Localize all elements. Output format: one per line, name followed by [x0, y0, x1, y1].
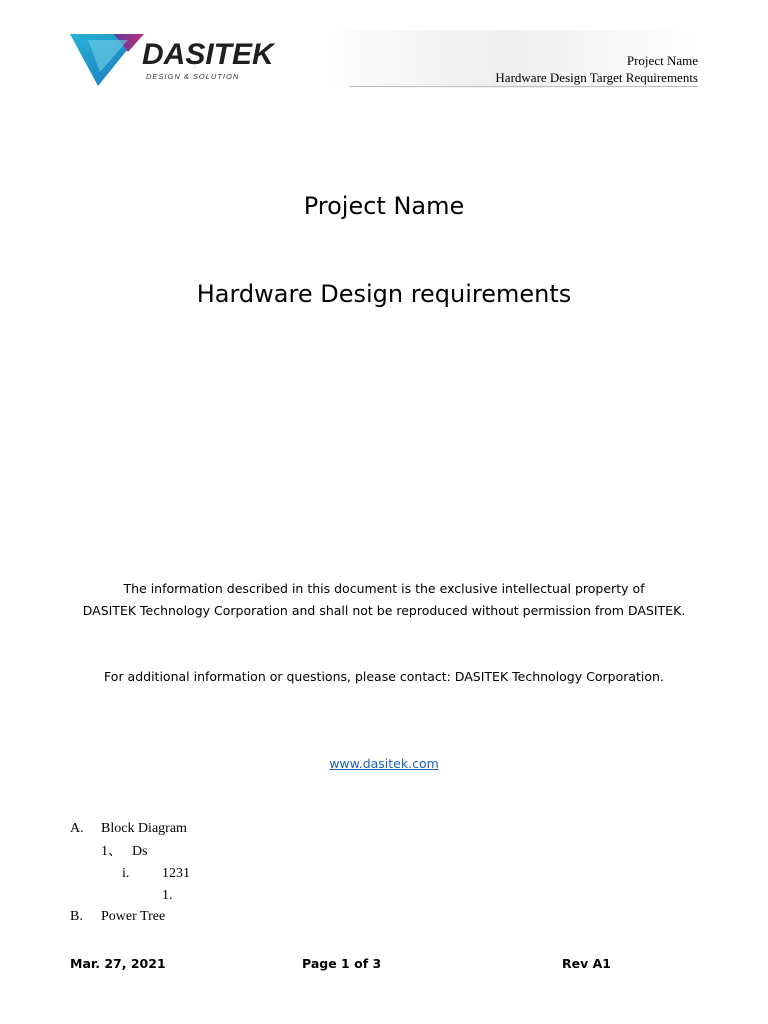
- outline-a1i1-marker: 1.: [162, 888, 173, 903]
- outline-a-label: Block Diagram: [101, 821, 187, 836]
- outline-b-marker: B.: [70, 909, 83, 924]
- dasitek-logo-icon: [68, 32, 148, 88]
- cover-title: Project Name: [303, 192, 465, 220]
- outline-a1-marker: 1、: [101, 844, 122, 859]
- header-doc-subtitle: Hardware Design Target Requirements: [495, 70, 698, 85]
- page-mid: of: [349, 956, 373, 971]
- header-meta: [495, 52, 698, 86]
- contact-line: For additional information or questions, please contact: DASITEK Technology Corporation.: [104, 669, 664, 684]
- website-link[interactable]: www.dasitek.com: [329, 756, 439, 771]
- header-project-name: Project Name: [626, 53, 698, 68]
- outline-b-label: Power Tree: [101, 909, 166, 924]
- page-prefix: Page: [302, 956, 342, 971]
- footer-date: Mar. 27, 2021: [70, 956, 166, 971]
- footer-page-number: [302, 956, 381, 971]
- outline-a1i-marker: i.: [122, 866, 130, 881]
- outline-a-marker: A.: [70, 821, 84, 836]
- header-divider: [350, 86, 698, 87]
- outline-a1-label: Ds: [132, 844, 148, 859]
- notice-line-1: The information described in this document is the exclusive intellectual property of: [123, 581, 645, 596]
- page-current: 1: [341, 956, 350, 971]
- logo-tagline: DESIGN & SOLUTION: [146, 72, 240, 81]
- footer-revision: Rev A1: [562, 956, 611, 971]
- cover-subtitle: Hardware Design requirements: [196, 280, 572, 308]
- notice-line-2: DASITEK Technology Corporation and shall not be reproduced without permission from DASITEK.: [82, 603, 686, 618]
- outline-a1i-label: 1231: [162, 866, 190, 881]
- logo-wordmark: DASITEK: [142, 38, 274, 71]
- page-total: 3: [372, 956, 382, 971]
